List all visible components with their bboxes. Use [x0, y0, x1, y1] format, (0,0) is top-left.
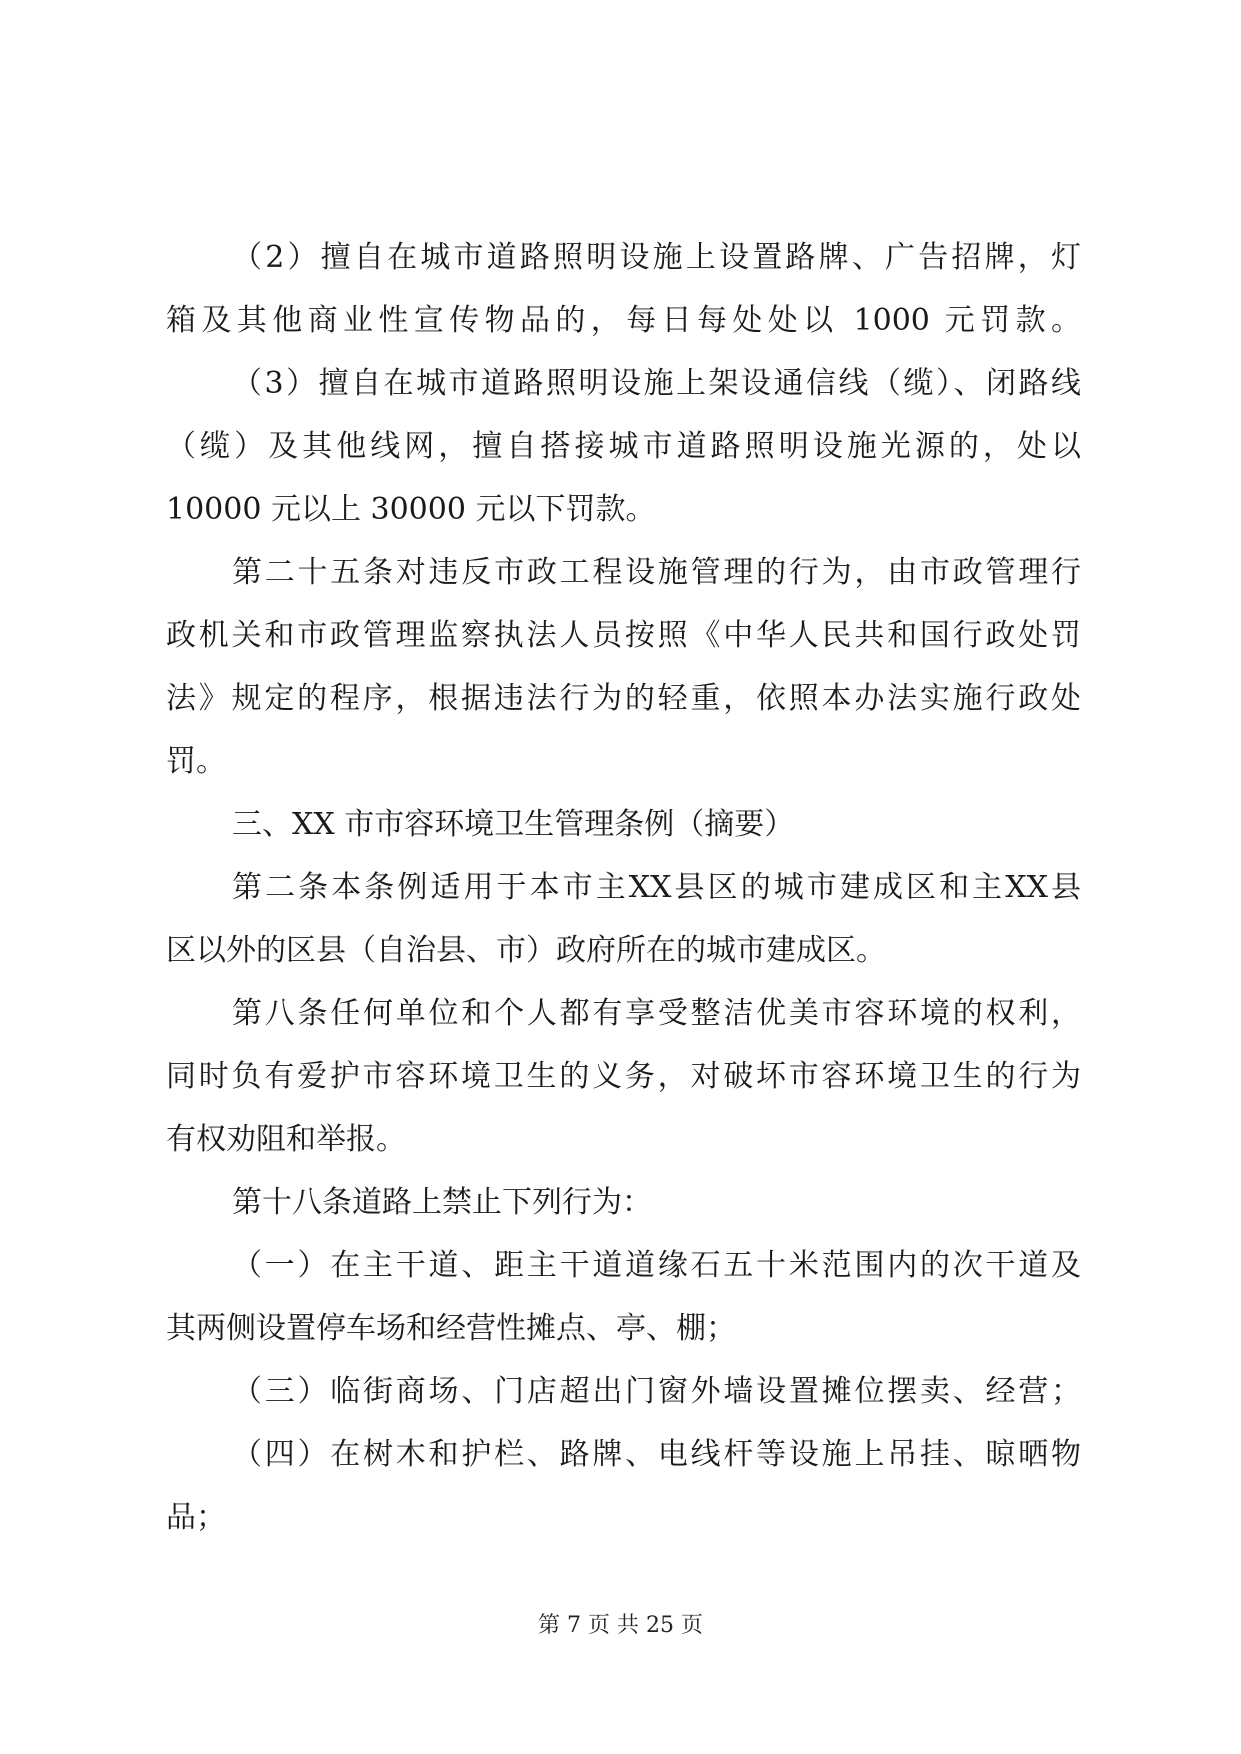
- text-line: （三）临街商场、门店超出门窗外墙设置摊位摆卖、经营；: [232, 1374, 1081, 1409]
- text-line: （四）在树木和护栏、路牌、电线杆等设施上吊挂、晾晒物: [232, 1437, 1081, 1472]
- text-line: 箱及其他商业性宣传物品的，每日每处处以 1000 元罚款。: [166, 303, 1081, 338]
- text-line: 政机关和市政管理监察执法人员按照《中华人民共和国行政处罚: [166, 618, 1081, 653]
- section-heading: 三、XX 市市容环境卫生管理条例（摘要）: [232, 807, 795, 842]
- text-line: 10000 元以上 30000 元以下罚款。: [166, 492, 656, 527]
- text-line: 法》规定的程序，根据违法行为的轻重，依照本办法实施行政处: [166, 681, 1081, 716]
- text-line: 品；: [166, 1500, 226, 1535]
- text-line: 同时负有爱护市容环境卫生的义务，对破坏市容环境卫生的行为: [166, 1059, 1081, 1094]
- text-line: 第十八条道路上禁止下列行为：: [232, 1185, 652, 1220]
- text-line: 第二十五条对违反市政工程设施管理的行为，由市政管理行: [232, 555, 1081, 590]
- text-line: 第二条本条例适用于本市主XX县区的城市建成区和主XX县: [232, 870, 1081, 905]
- page-footer: 第 7 页 共 25 页: [538, 1613, 703, 1638]
- text-line: 第八条任何单位和个人都有享受整洁优美市容环境的权利，: [232, 996, 1081, 1031]
- text-line: （3）擅自在城市道路照明设施上架设通信线（缆）、闭路线: [232, 366, 1081, 401]
- text-line: 区以外的区县（自治县、市）政府所在的城市建成区。: [166, 933, 886, 968]
- text-line: （2）擅自在城市道路照明设施上设置路牌、广告招牌，灯: [232, 240, 1081, 275]
- text-line: 有权劝阻和举报。: [166, 1122, 406, 1157]
- text-line: 其两侧设置停车场和经营性摊点、亭、棚；: [166, 1311, 736, 1346]
- text-line: （缆）及其他线网，擅自搭接城市道路照明设施光源的，处以: [166, 429, 1081, 464]
- text-line: 罚。: [166, 744, 226, 779]
- document-body: [166, 226, 1081, 1549]
- text-line: （一）在主干道、距主干道道缘石五十米范围内的次干道及: [232, 1248, 1081, 1283]
